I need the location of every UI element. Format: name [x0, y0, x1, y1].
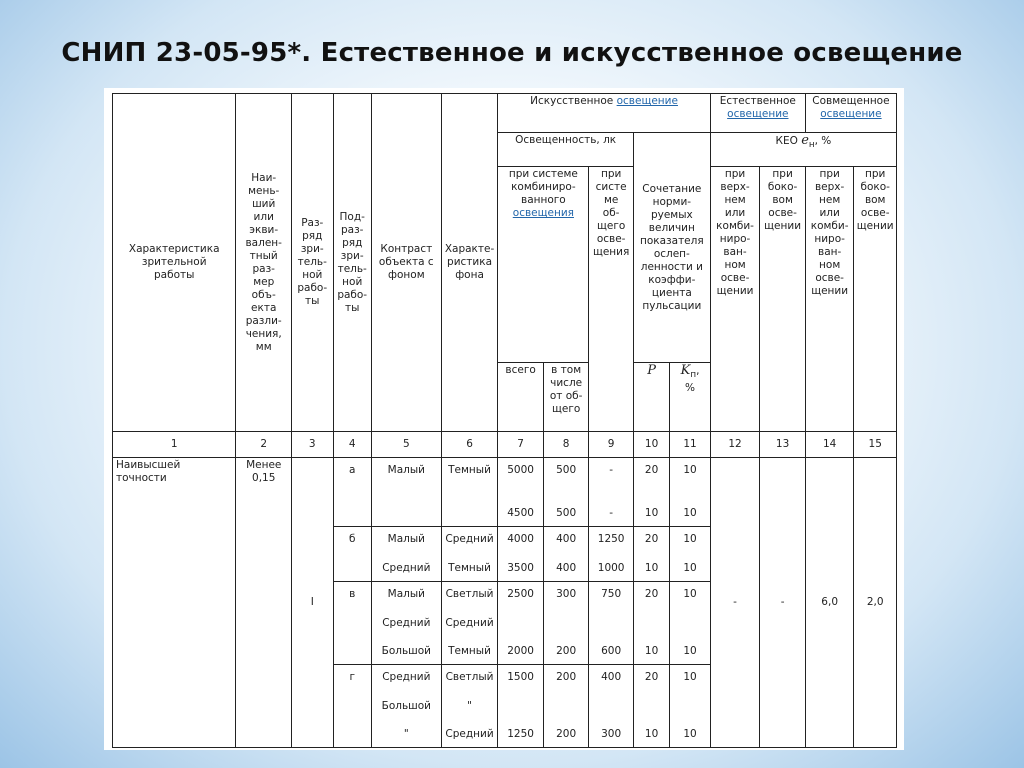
keo-side-combined-cell: 2,0: [854, 458, 897, 748]
col-number: 11: [670, 432, 710, 458]
contrast-cell: Малый Средний Большой: [371, 582, 441, 665]
col-number: 6: [441, 432, 498, 458]
p-cell: 20 10: [633, 665, 669, 748]
header-combination: Сочетание норми- руемых величин показателя ослеп- ленности и коэффи- циента пульсации: [633, 133, 710, 363]
total-cell: 5000 4500: [498, 458, 544, 527]
header-general-system: при систе ме об- щего осве- щения: [589, 167, 634, 432]
header-illuminance: Освещенность, лк: [498, 133, 634, 167]
contrast-cell: Малый Средний: [371, 527, 441, 582]
general-cell: 750 600: [589, 582, 634, 665]
artificial-link: освещение: [616, 95, 678, 107]
total-cell: 1500 1250: [498, 665, 544, 748]
combined-link: освещение: [820, 108, 882, 120]
grade-cell: I: [292, 458, 333, 748]
header-combined-system: при системе комбиниро- ванного освещения: [498, 167, 589, 363]
kp-cell: 10 10: [670, 665, 710, 748]
col-number: 9: [589, 432, 634, 458]
col-number: 10: [633, 432, 669, 458]
background-cell: Средний Темный: [441, 527, 498, 582]
norms-table: [112, 93, 897, 748]
general-cell: 1250 1000: [589, 527, 634, 582]
background-cell: Темный: [441, 458, 498, 527]
slide-title: СНИП 23-05-95*. Естественное и искусственное освещение: [61, 38, 963, 68]
col-number: 8: [543, 432, 589, 458]
header-top-natural: при верх- нем или комби- ниро- ван- ном осве- щении: [710, 167, 760, 432]
header-top-combined: при верх- нем или комби- ниро- ван- ном осве- щении: [805, 167, 854, 432]
kp-cell: 10 10: [670, 582, 710, 665]
header-characteristic: Характеристика зрительной работы: [113, 94, 236, 432]
kp-cell: 10 10: [670, 527, 710, 582]
size-cell: Менее 0,15: [236, 458, 292, 748]
header-contrast: Контраст объекта с фоном: [371, 94, 441, 432]
keo-top-combined-cell: 6,0: [805, 458, 854, 748]
incl-cell: 500 500: [543, 458, 589, 527]
col-number: 13: [760, 432, 806, 458]
general-cell: 400 300: [589, 665, 634, 748]
col-number: 15: [854, 432, 897, 458]
col-number: 7: [498, 432, 544, 458]
p-cell: 20 10: [633, 582, 669, 665]
lighting-link: освещения: [512, 207, 574, 219]
header-background: Характе- ристика фона: [441, 94, 498, 432]
header-incl-general: в том числе от об- щего: [543, 363, 589, 432]
contrast-cell: Малый: [371, 458, 441, 527]
header-kp: $K_п$, %: [670, 363, 710, 432]
p-cell: 20 10: [633, 527, 669, 582]
total-cell: 4000 3500: [498, 527, 544, 582]
col-number: 2: [236, 432, 292, 458]
header-combined: Совмещенное освещение: [805, 94, 896, 133]
table-row: [113, 458, 897, 527]
subgrade-cell: а: [333, 458, 371, 527]
col-number: 4: [333, 432, 371, 458]
incl-cell: 200 200: [543, 665, 589, 748]
header-total: всего: [498, 363, 544, 432]
column-numbers-row: [113, 432, 897, 458]
incl-cell: 300 200: [543, 582, 589, 665]
kp-cell: 10 10: [670, 458, 710, 527]
subgrade-cell: б: [333, 527, 371, 582]
col-number: 3: [292, 432, 333, 458]
header-keo: КЕО $e_н$, %: [710, 133, 896, 167]
header-natural: Естественное освещение: [710, 94, 805, 133]
general-cell: - -: [589, 458, 634, 527]
p-cell: 20 10: [633, 458, 669, 527]
natural-link: освещение: [727, 108, 789, 120]
header-artificial: Искусственное освещение: [498, 94, 710, 133]
characteristic-cell: Наивысшей точности: [113, 458, 236, 748]
keo-side-natural-cell: -: [760, 458, 806, 748]
background-cell: Светлый " Средний: [441, 665, 498, 748]
header-side-combined: при боко- вом осве- щении: [854, 167, 897, 432]
background-cell: Светлый Средний Темный: [441, 582, 498, 665]
header-side-natural: при боко- вом осве- щении: [760, 167, 806, 432]
col-number: 14: [805, 432, 854, 458]
total-cell: 2500 2000: [498, 582, 544, 665]
col-number: 12: [710, 432, 760, 458]
subgrade-cell: г: [333, 665, 371, 748]
header-p: P: [633, 363, 669, 432]
header-size: Наи- мень- ший или экви- вален- тный раз- мер объ- екта разли- чения, мм: [236, 94, 292, 432]
header-subgrade: Под- раз- ряд зри- тель- ной рабо- ты: [333, 94, 371, 432]
contrast-cell: Средний Большой ": [371, 665, 441, 748]
header-grade: Раз- ряд зри- тель- ной рабо- ты: [292, 94, 333, 432]
col-number: 1: [113, 432, 236, 458]
document-scan: [104, 88, 904, 750]
col-number: 5: [371, 432, 441, 458]
subgrade-cell: в: [333, 582, 371, 665]
incl-cell: 400 400: [543, 527, 589, 582]
keo-top-natural-cell: -: [710, 458, 760, 748]
